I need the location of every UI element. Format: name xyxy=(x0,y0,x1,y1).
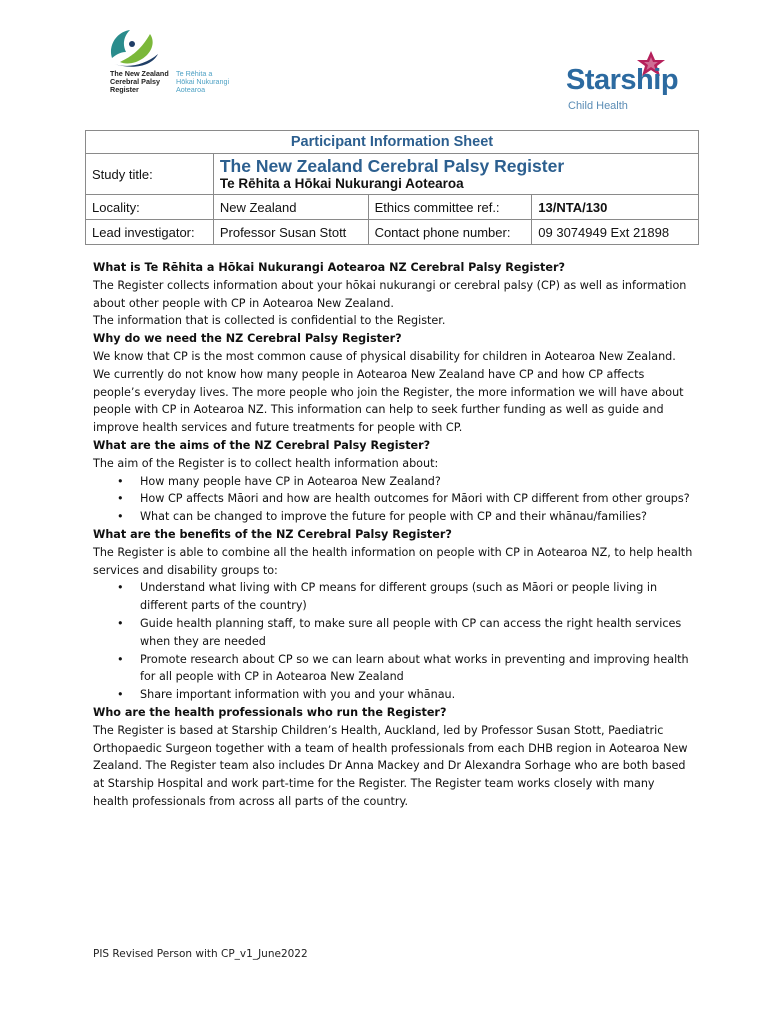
study-subtitle: Te Rēhita a Hōkai Nukurangi Aotearoa xyxy=(219,176,464,191)
paragraph: The aim of the Register is to collect health information about: xyxy=(93,456,439,470)
list-item: • Guide health planning staff, to make sure all people with CP can access the right health services when they are needed xyxy=(140,615,693,651)
section-heading: What are the aims of the NZ Cerebral Palsy Register? xyxy=(93,438,431,452)
paragraph: The Register collects information about your hōkai nukurangi or cerebral palsy (CP) as well as information about other people with CP in Aotearoa New Zealand. xyxy=(93,278,687,310)
list-item: • Understand what living with CP means for different groups (such as Māori or people living in different parts of the country) xyxy=(140,579,693,615)
paragraph: The Register is able to combine all the health information on people with CP in Aotearoa NZ, to help health services and disability groups to: xyxy=(93,545,693,577)
list-item: • How many people have CP in Aotearoa New Zealand? xyxy=(140,473,693,491)
paragraph: The Register is based at Starship Children’s Health, Auckland, led by Professor Susan Stott, Paediatric Orthopaedic Surgeon together with a team of health professionals from each DHB region in Aotearoa New Zealand. The Register team also includes Dr Anna Mackey and Dr Alexandra Sorhage who are both based at Starship Hospital and work part-time for the Register. The Register team works closely with many health professionals from across all parts of the country. xyxy=(93,723,688,808)
logo-name-maori: Te Rēhita a Hōkai Nukurangi Aotearoa xyxy=(176,69,230,95)
contact-value: 09 3074949 Ext 21898 xyxy=(532,220,699,245)
lead-value: Professor Susan Stott xyxy=(213,220,368,245)
bullet-list xyxy=(93,579,693,704)
bullet-list xyxy=(93,473,693,526)
info-table xyxy=(85,130,699,245)
contact-label: Contact phone number: xyxy=(368,220,532,245)
section-heading: Why do we need the NZ Cerebral Palsy Register? xyxy=(93,332,402,346)
section-heading: What is Te Rēhita a Hōkai Nukurangi Aotearoa NZ Cerebral Palsy Register? xyxy=(93,261,565,274)
list-item: • Share important information with you and your whānau. xyxy=(140,686,693,704)
ethics-value: 13/NTA/130 xyxy=(532,195,699,220)
section-heading: What are the benefits of the NZ Cerebral Palsy Register? xyxy=(93,527,452,541)
list-item: • What can be changed to improve the future for people with CP and their whānau/families? xyxy=(140,508,693,526)
locality-label: Locality: xyxy=(86,195,214,220)
starship-logo xyxy=(566,50,679,116)
koru-logo-icon xyxy=(106,28,166,70)
locality-value: New Zealand xyxy=(213,195,368,220)
logo-name-english: The New Zealand Cerebral Palsy Register xyxy=(110,69,169,95)
sheet-title: Participant Information Sheet xyxy=(86,131,699,154)
footer-text: PIS Revised Person with CP_v1_June2022 xyxy=(93,948,308,960)
section-heading: Who are the health professionals who run the Register? xyxy=(93,705,447,719)
paragraph: The information that is collected is confidential to the Register. xyxy=(93,314,446,328)
nzcpr-logo xyxy=(106,28,266,98)
document-body xyxy=(93,259,693,811)
study-label: Study title: xyxy=(86,154,214,195)
starship-brand: Starship xyxy=(566,64,679,96)
paragraph: We know that CP is the most common cause of physical disability for children in Aotearoa New Zealand. We currently do not know how many people in Aotearoa New Zealand have CP and how CP affects people’s everyday lives. The more people who join the Register, the more information we will have about people with CP in Aotearoa NZ. This information can help to seek further funding as well as guide and improve health services and future treatments for people with CP. xyxy=(93,349,684,435)
study-title: The New Zealand Cerebral Palsy Register xyxy=(219,156,565,176)
study-cell xyxy=(213,154,698,195)
lead-label: Lead investigator: xyxy=(86,220,214,245)
ethics-label: Ethics committee ref.: xyxy=(368,195,532,220)
starship-subtitle: Child Health xyxy=(568,100,628,112)
list-item: • Promote research about CP so we can learn about what works in preventing and improving health for all people with CP in Aotearoa New Zealand xyxy=(140,651,693,687)
list-item: • How CP affects Māori and how are health outcomes for Māori with CP different from other groups? xyxy=(140,490,693,508)
